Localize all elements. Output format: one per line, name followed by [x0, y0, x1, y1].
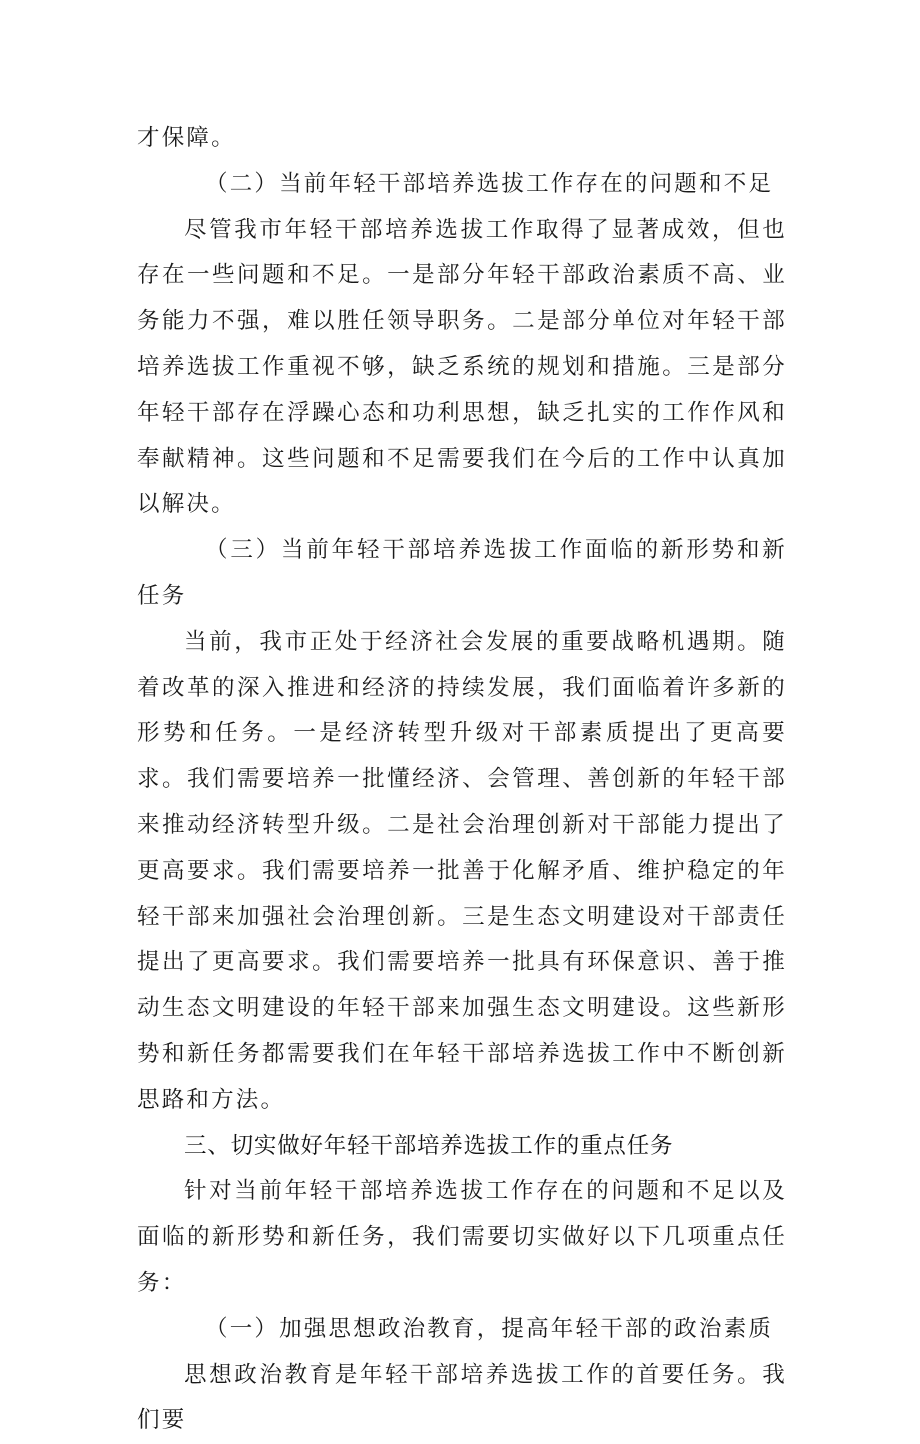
paragraph-key-tasks-intro: 针对当前年轻干部培养选拔工作存在的问题和不足以及面临的新形势和新任务，我们需要切实做好以下几项重点任务：	[137, 1178, 787, 1296]
section-heading-key-tasks: 三、切实做好年轻干部培养选拔工作的重点任务	[184, 1132, 674, 1159]
subheading-new-situation: （三）当前年轻干部培养选拔工作面临的新形势和新任务	[137, 537, 787, 609]
document-body	[137, 116, 787, 1444]
paragraph-continuation: 才保障。	[137, 125, 236, 151]
paragraph-problems: 尽管我市年轻干部培养选拔工作取得了显著成效，但也存在一些问题和不足。一是部分年轻干部政治素质不高、业务能力不强，难以胜任领导职务。二是部分单位对年轻干部培养选拔工作重视不够，缺乏系统的规划和措施。三是部分年轻干部存在浮躁心态和功利思想，缺乏扎实的工作作风和奉献精神。这些问题和不足需要我们在今后的工作中认真加以解决。	[137, 216, 787, 518]
subheading-problems: （二）当前年轻干部培养选拔工作存在的问题和不足	[205, 170, 774, 197]
paragraph-new-situation: 当前，我市正处于经济社会发展的重要战略机遇期。随着改革的深入推进和经济的持续发展，我们面临着许多新的形势和任务。一是经济转型升级对干部素质提出了更高要求。我们需要培养一批懂经济、会管理、善创新的年轻干部来推动经济转型升级。二是社会治理创新对干部能力提出了更高要求。我们需要培养一批善于化解矛盾、维护稳定的年轻干部来加强社会治理创新。三是生态文明建设对干部责任提出了更高要求。我们需要培养一批具有环保意识、善于推动生态文明建设的年轻干部来加强生态文明建设。这些新形势和新任务都需要我们在年轻干部培养选拔工作中不断创新思路和方法。	[137, 628, 787, 1113]
subheading-political-education: （一）加强思想政治教育，提高年轻干部的政治素质	[205, 1315, 774, 1342]
paragraph-political-education: 思想政治教育是年轻干部培养选拔工作的首要任务。我们要	[137, 1361, 787, 1434]
